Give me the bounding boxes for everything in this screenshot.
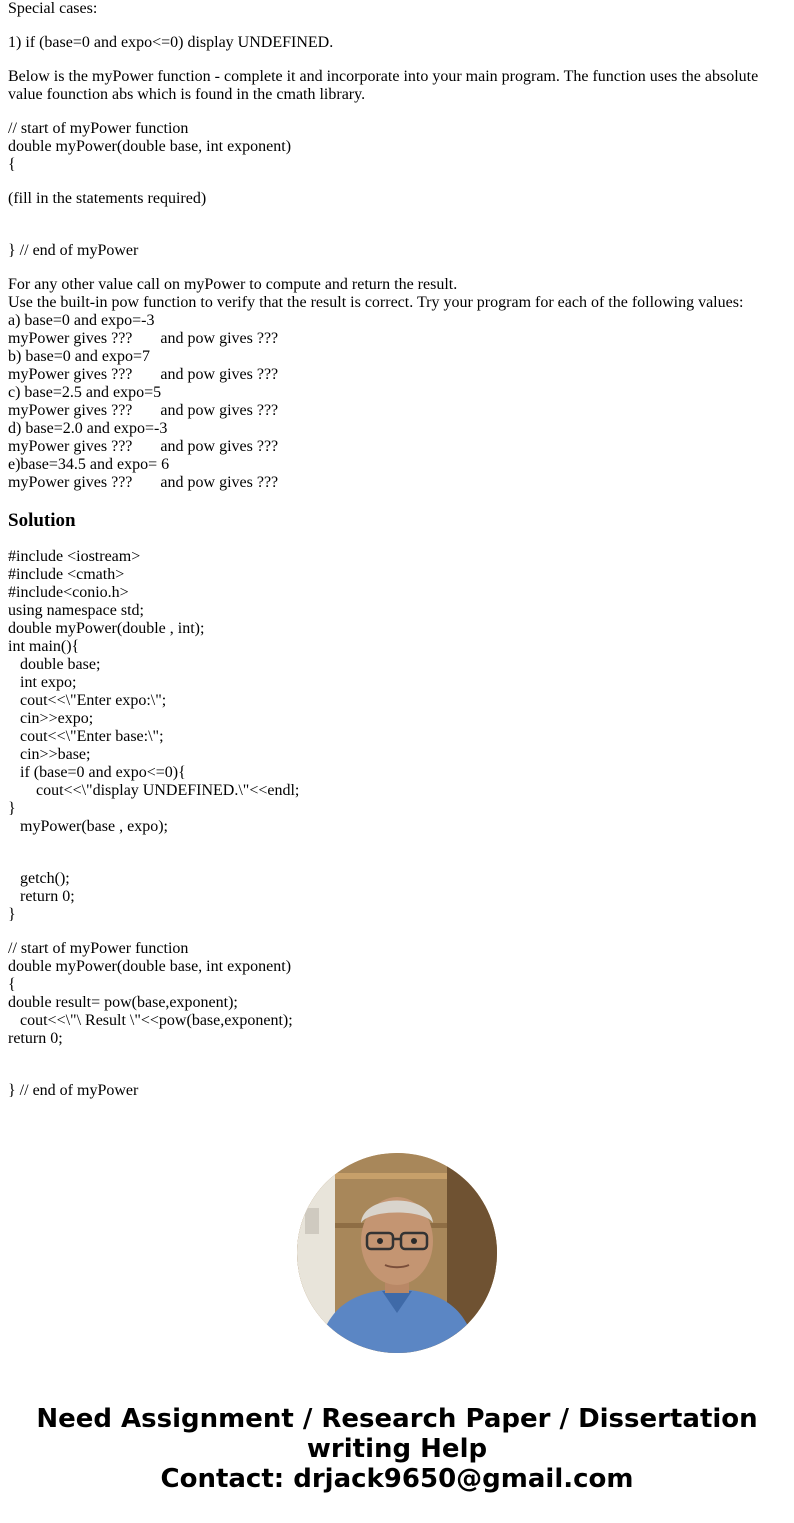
verify-note: Use the built-in pow function to verify that the result is correct. Try your program for each of the following values: <box>8 294 744 311</box>
code-line: cin>>base; <box>8 746 91 763</box>
template-end: } // end of myPower <box>8 242 139 259</box>
code-line: return 0; <box>8 888 75 905</box>
code-line: #include <cmath> <box>8 566 125 583</box>
code-line: #include<conio.h> <box>8 584 129 601</box>
case-label: e)base=34.5 and expo= 6 <box>8 456 170 473</box>
code-line: if (base=0 and expo<=0){ <box>8 764 186 781</box>
code-line: double myPower(double , int); <box>8 620 205 637</box>
case-label: b) base=0 and expo=7 <box>8 348 151 365</box>
code-line: // start of myPower function <box>8 940 189 957</box>
code-line: double result= pow(base,exponent); <box>8 994 238 1011</box>
code-line: int main(){ <box>8 638 80 655</box>
code-line: getch(); <box>8 870 70 887</box>
code-line: // start of myPower function <box>8 120 189 137</box>
document-body <box>8 0 778 1100</box>
test-cases-list <box>8 312 778 492</box>
code-line: #include <iostream> <box>8 548 141 565</box>
fill-in-note: (fill in the statements required) <box>8 190 207 207</box>
code-line: { <box>8 156 16 173</box>
code-line: cout<<\"display UNDEFINED.\"<<endl; <box>8 782 300 799</box>
code-line: int expo; <box>8 674 77 691</box>
code-line: { <box>8 976 16 993</box>
portrait-illustration <box>297 1153 497 1353</box>
case-label: a) base=0 and expo=-3 <box>8 312 155 329</box>
code-line: } <box>8 906 16 923</box>
case-result: myPower gives ??? and pow gives ??? <box>8 474 279 491</box>
other-value-note: For any other value call on myPower to compute and return the result. <box>8 276 458 293</box>
solution-function-code <box>8 940 778 1048</box>
code-line: cout<<\"Enter base:\"; <box>8 728 164 745</box>
case-result: myPower gives ??? and pow gives ??? <box>8 366 279 383</box>
template-code <box>8 120 778 174</box>
banner-line-1: Need Assignment / Research Paper / Dissertation <box>36 1404 758 1434</box>
code-line: using namespace std; <box>8 602 144 619</box>
author-photo <box>297 1153 497 1353</box>
solution-main-code <box>8 548 778 836</box>
code-line: cin>>expo; <box>8 710 94 727</box>
special-cases-heading: Special cases: <box>8 0 98 17</box>
case-label: d) base=2.0 and expo=-3 <box>8 420 168 437</box>
code-line: return 0; <box>8 1030 63 1047</box>
code-line: double base; <box>8 656 101 673</box>
case-result: myPower gives ??? and pow gives ??? <box>8 402 279 419</box>
case-label: c) base=2.5 and expo=5 <box>8 384 162 401</box>
banner-contact: Contact: drjack9650@gmail.com <box>160 1464 634 1494</box>
code-line: double myPower(double base, int exponent) <box>8 138 292 155</box>
special-case-1: 1) if (base=0 and expo<=0) display UNDEFINED. <box>8 34 334 51</box>
code-line: myPower(base , expo); <box>8 818 168 835</box>
code-line: cout<<\"\ Result \"<<pow(base,exponent); <box>8 1012 293 1029</box>
code-line: } <box>8 800 16 817</box>
code-line: cout<<\"Enter expo:\"; <box>8 692 167 709</box>
solution-main-tail <box>8 870 778 924</box>
case-result: myPower gives ??? and pow gives ??? <box>8 438 279 455</box>
banner-line-2: writing Help <box>306 1434 488 1464</box>
instructions-paragraph: Below is the myPower function - complete it and incorporate into your main program. The function uses the absolute value founction abs which is found in the cmath library. <box>8 68 759 103</box>
code-line: double myPower(double base, int exponent) <box>8 958 292 975</box>
help-banner <box>0 1404 794 1494</box>
case-result: myPower gives ??? and pow gives ??? <box>8 330 279 347</box>
solution-heading: Solution <box>8 510 76 531</box>
solution-function-end: } // end of myPower <box>8 1082 139 1099</box>
